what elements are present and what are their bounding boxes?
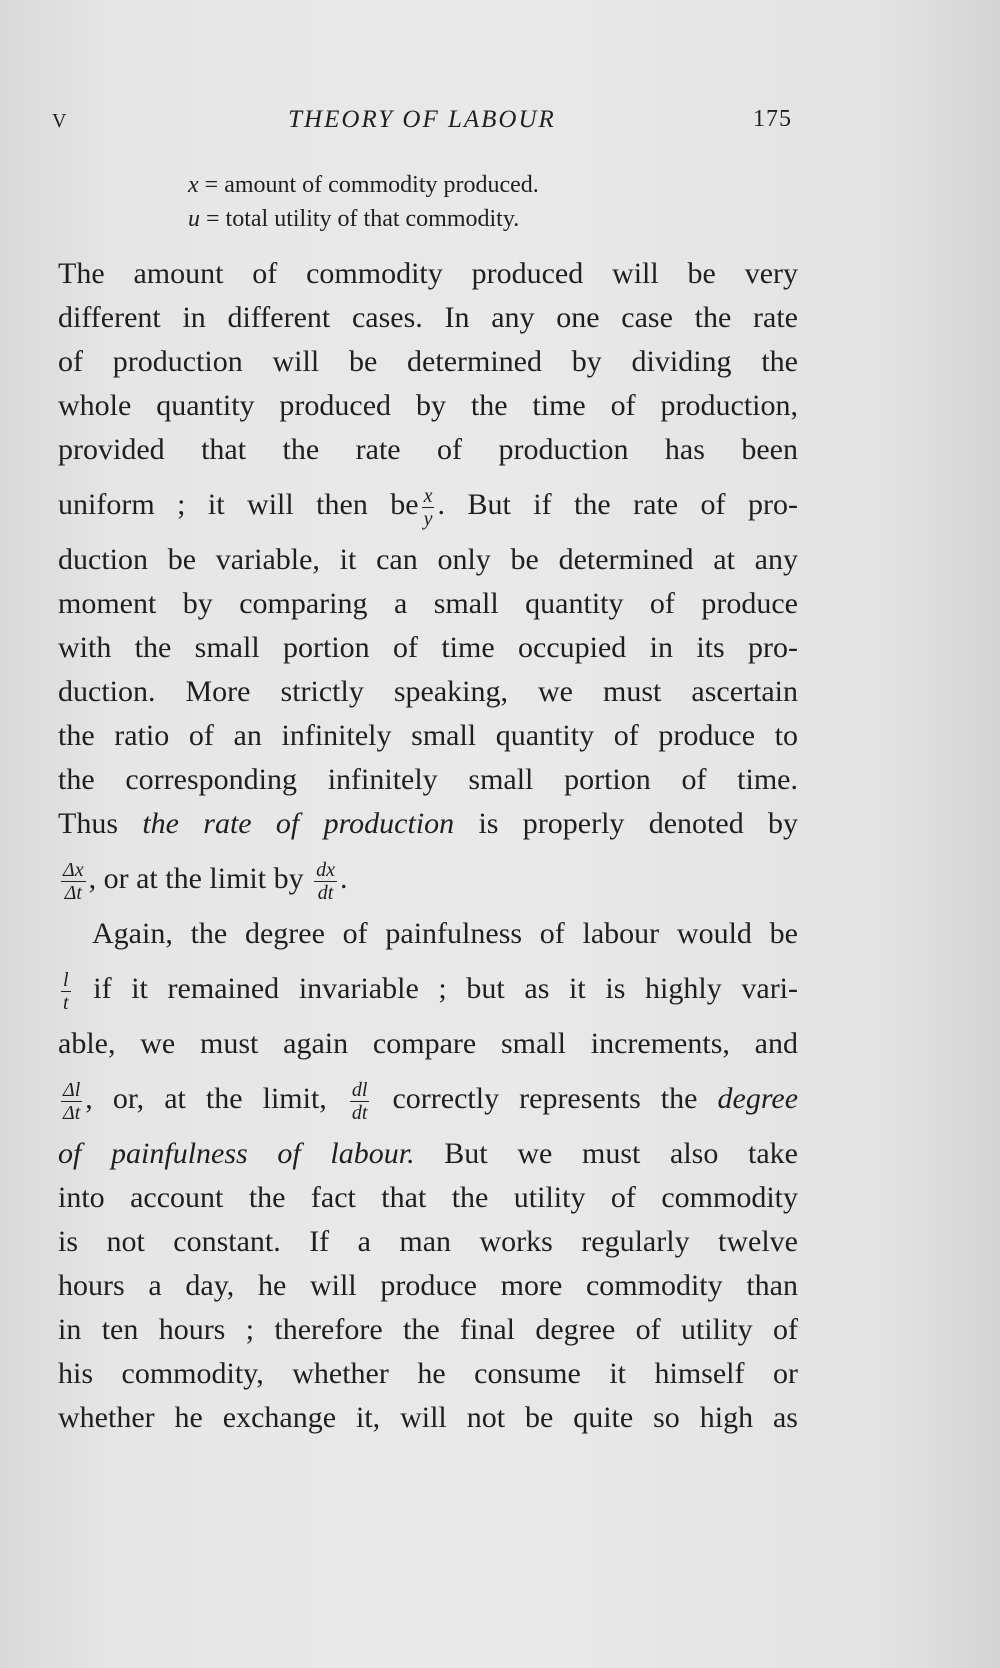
text-line: different in different cases. In any one case the rate: [58, 301, 798, 334]
text-line: of production will be determined by dividing the: [58, 345, 798, 378]
text-line: Again, the degree of painfulness of labour would be: [92, 917, 798, 950]
text-line: is not constant. If a man works regularly twelve: [58, 1225, 798, 1258]
text-line: his commodity, whether he consume it himself or: [58, 1357, 798, 1390]
text-line: whether he exchange it, will not be quite so high as: [58, 1401, 798, 1434]
definition-x: [188, 168, 539, 202]
fraction-numerator: Δx: [63, 858, 84, 881]
fraction-denominator: Δt: [63, 1101, 81, 1124]
fraction-delta-x-over-delta-t: [61, 859, 86, 904]
definition-symbol: x: [188, 172, 199, 198]
text-line: duction be variable, it can only be determined at any: [58, 543, 798, 576]
running-header: [52, 106, 792, 146]
definition-u: [188, 202, 539, 236]
fraction-numerator: x: [423, 484, 433, 507]
text-line: [58, 1132, 798, 1176]
text-line: [58, 1066, 798, 1132]
text-line: hours a day, he will produce more commodity than: [58, 1269, 798, 1302]
text-line: duction. More strictly speaking, we must ascertain: [58, 675, 798, 708]
definition-symbol: u: [188, 206, 200, 232]
text-span: is properly denoted by: [478, 807, 799, 840]
fraction-delta-l-over-delta-t: [61, 1079, 82, 1124]
text-line: [58, 802, 798, 846]
text-line: provided that the rate of production has been: [58, 433, 798, 466]
text-line: whole quantity produced by the time of production,: [58, 389, 798, 422]
text-line: with the small portion of time occupied in its pro-: [58, 631, 798, 664]
text-line: into account the fact that the utility of commodity: [58, 1181, 798, 1214]
text-line: [58, 472, 798, 538]
text-span: . But if the rate of pro-: [437, 488, 798, 521]
chapter-number: V: [52, 110, 67, 132]
text-line: [58, 956, 798, 1022]
text-line: [58, 846, 798, 912]
fraction-numerator: Δl: [63, 1078, 81, 1101]
variable-definitions: [188, 168, 539, 236]
text-line: The amount of commodity produced will be very: [58, 257, 798, 290]
text-line: in ten hours ; therefore the final degree of utility of: [58, 1313, 798, 1346]
text-span: , or, at the limit,: [85, 1082, 327, 1115]
definition-text: = amount of commodity produced.: [204, 172, 539, 198]
italic-term: degree: [717, 1082, 799, 1115]
fraction-denominator: y: [423, 507, 433, 530]
fraction-x-over-y: [422, 485, 435, 530]
page-number: 175: [753, 106, 792, 132]
fraction-dx-over-dt: [314, 859, 337, 904]
fraction-dl-over-dt: [350, 1079, 370, 1124]
text-span: uniform ; it will then be: [58, 488, 419, 521]
text-span: if it remained invariable ; but as it is highly vari-: [93, 972, 799, 1005]
running-title: THEORY OF LABOUR: [288, 106, 556, 133]
italic-term: of painfulness of labour.: [58, 1137, 415, 1170]
text-line: the ratio of an infinitely small quantity of produce to: [58, 719, 798, 752]
text-span: Thus: [58, 807, 118, 840]
text-line: moment by comparing a small quantity of produce: [58, 587, 798, 620]
text-line: the corresponding infinitely small portion of time.: [58, 763, 798, 796]
text-span: , or at the limit by: [88, 862, 304, 895]
text-line: able, we must again compare small increments, and: [58, 1027, 798, 1060]
text-span: But we must also take: [444, 1137, 798, 1170]
text-span: .: [339, 862, 348, 895]
fraction-l-over-t: [61, 969, 71, 1014]
fraction-numerator: dx: [316, 858, 335, 881]
fraction-denominator: dt: [317, 881, 334, 904]
body-text: [58, 252, 798, 1440]
italic-term: the rate of production: [142, 807, 455, 840]
fraction-denominator: dt: [351, 1101, 368, 1124]
text-span: correctly represents the: [392, 1082, 698, 1115]
fraction-numerator: dl: [351, 1078, 368, 1101]
fraction-numerator: l: [63, 968, 69, 991]
definition-text: = total utility of that commodity.: [206, 206, 520, 232]
fraction-denominator: Δt: [64, 881, 82, 904]
fraction-denominator: t: [63, 991, 69, 1014]
